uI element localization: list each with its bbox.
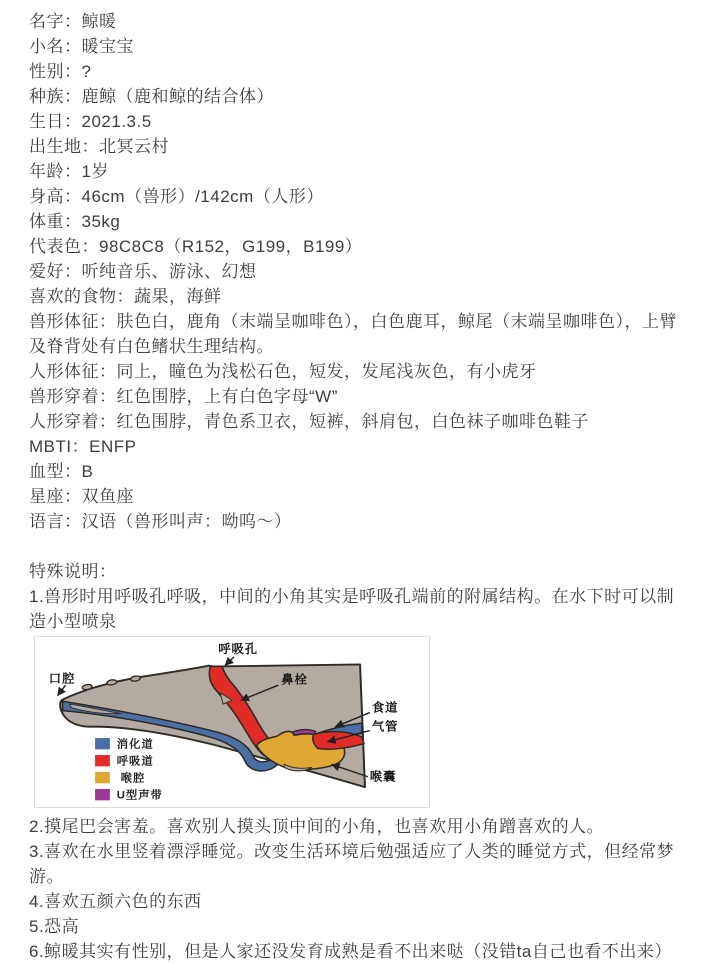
profile-line: 名字：鲸暖 xyxy=(29,12,117,31)
esophagus-label: 食道 xyxy=(371,700,399,715)
profile-line: 生日：2021.3.5 xyxy=(29,112,152,131)
profile-line: 小名：暖宝宝 xyxy=(29,37,134,56)
legend-label-digestive: 消化道 xyxy=(116,738,154,751)
legend-swatch-vocal-cords xyxy=(95,789,110,800)
anatomy-diagram xyxy=(34,636,430,808)
profile-line: 身高：46cm（兽形）/142cm（人形） xyxy=(29,187,324,206)
profile-line: 人形穿着：红色围脖，青色系卫衣，短裤，斜肩包，白色袜子咖啡色鞋子 xyxy=(29,412,589,431)
trachea-label: 气管 xyxy=(371,719,399,734)
note-item: 3.喜欢在水里竖着漂浮睡觉。改变生活环境后勉强适应了人类的睡觉方式，但经常梦游。 xyxy=(29,842,675,886)
profile-line: 年龄：1岁 xyxy=(29,162,109,181)
profile-line: 兽形穿着：红色围脖，上有白色字母“W” xyxy=(29,387,338,406)
profile-line: 星座：双鱼座 xyxy=(29,487,134,506)
note-item: 2.摸尾巴会害羞。喜欢别人摸头顶中间的小角，也喜欢用小角蹭喜欢的人。 xyxy=(29,817,605,836)
legend-swatch-larynx xyxy=(95,772,110,783)
profile-line: 代表色：98C8C8（R152，G199，B199） xyxy=(29,237,363,256)
whale-anatomy-svg xyxy=(36,638,428,806)
profile-line: MBTI：ENFP xyxy=(29,437,137,456)
legend-label-larynx: 喉腔 xyxy=(120,772,146,785)
profile-line: 人形体征：同上，瞳色为浅松石色，短发，发尾浅灰色，有小虎牙 xyxy=(29,362,537,381)
legend-label-respiratory: 呼吸道 xyxy=(116,755,154,768)
clipped-text-top xyxy=(64,0,151,5)
blowhole-label: 呼吸孔 xyxy=(218,642,259,657)
profile-section xyxy=(29,9,677,534)
profile-line: 种族：鹿鲸（鹿和鲸的结合体） xyxy=(29,87,274,106)
profile-line: 体重：35kg xyxy=(29,212,121,231)
blowhole-arrow xyxy=(225,657,234,665)
legend-swatch-digestive xyxy=(95,738,110,749)
laryngeal-sac-label: 喉囊 xyxy=(369,769,397,784)
profile-line: 出生地：北冥云村 xyxy=(29,137,169,156)
profile-line: 血型：B xyxy=(29,462,94,481)
legend-label-vocal-cords: U型声带 xyxy=(116,789,163,802)
blank-line xyxy=(29,534,677,559)
profile-line: 喜欢的食物：蔬果，海鲜 xyxy=(29,287,222,306)
nasal-plug-label: 鼻栓 xyxy=(281,672,308,687)
profile-line: 爱好：听纯音乐、游泳、幻想 xyxy=(29,262,257,281)
note-item: 6.鲸暖其实有性别，但是人家还没发育成熟是看不出来哒（没错ta自己也看不出来） xyxy=(29,942,672,961)
note-item: 5.恐高 xyxy=(29,917,80,936)
note-item: 4.喜欢五颜六色的东西 xyxy=(29,892,202,911)
profile-line: 语言：汉语（兽形叫声：呦呜～） xyxy=(29,512,292,531)
notes-before-diagram xyxy=(29,584,677,634)
profile-line: 兽形体征：肤色白，鹿角（末端呈咖啡色），白色鹿耳，鲸尾（末端呈咖啡色），上臂及脊背处有白色鳍状生理结构。 xyxy=(29,312,677,356)
notes-after-diagram xyxy=(29,814,677,964)
legend-swatch-respiratory xyxy=(95,755,110,766)
note-item: 1.兽形时用呼吸孔呼吸，中间的小角其实是呼吸孔端前的附属结构。在水下时可以制造小型喷泉 xyxy=(29,587,675,631)
mouth-label: 口腔 xyxy=(48,671,76,686)
diagram-legend xyxy=(95,737,163,802)
profile-line: 性别：? xyxy=(29,62,92,81)
notes-heading: 特殊说明： xyxy=(29,562,117,581)
mouth-arrow xyxy=(58,685,66,695)
